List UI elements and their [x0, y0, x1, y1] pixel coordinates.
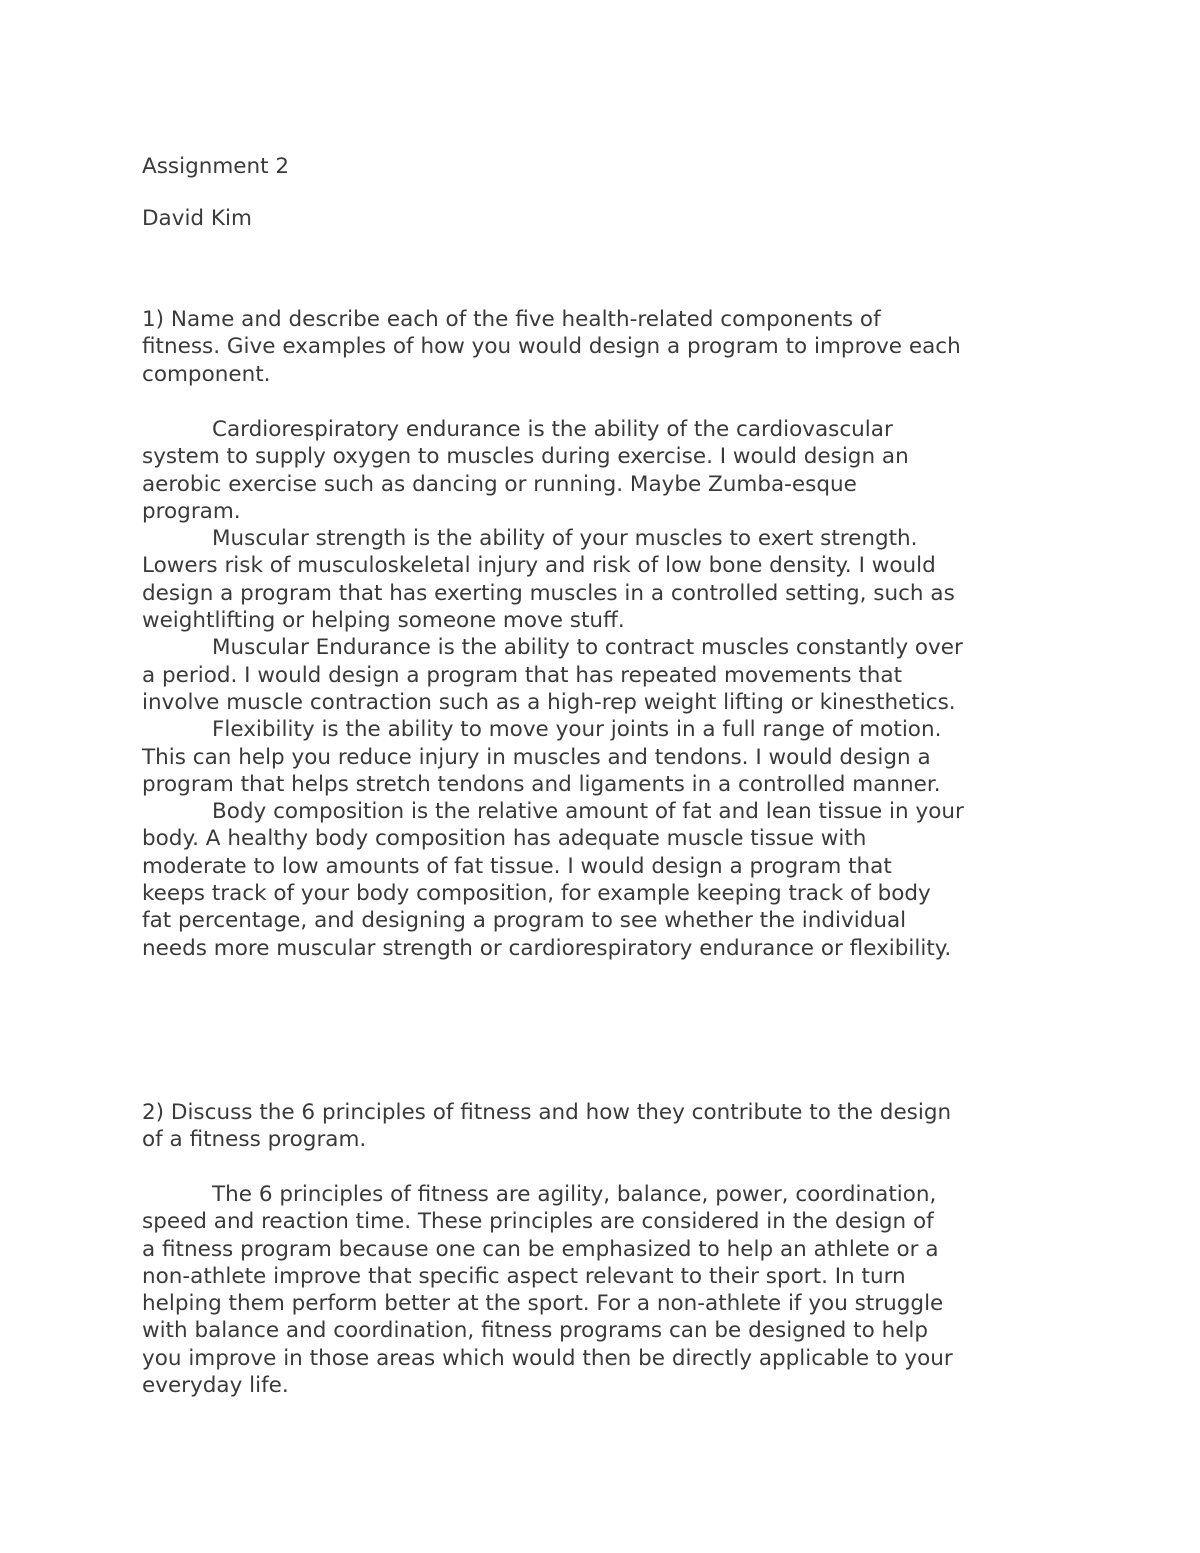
answer-paragraph-principles — [142, 1181, 1072, 1399]
question-1-prompt — [142, 306, 1072, 388]
answer-line: design a program that has exerting muscles in a controlled setting, such as — [142, 580, 955, 606]
author-name: David Kim — [142, 206, 252, 231]
answer-line: fat percentage, and designing a program to see whether the individual — [142, 908, 907, 934]
question-2-answer — [142, 1181, 1072, 1399]
answer-line: non-athlete improve that specific aspect relevant to their sport. In turn — [142, 1263, 906, 1289]
answer-line: keeps track of your body composition, for example keeping track of body — [142, 881, 931, 907]
document-title: Assignment 2 — [142, 154, 290, 179]
answer-paragraph-body-composition — [142, 798, 1072, 962]
answer-line: Body composition is the relative amount of fat and lean tissue in your — [212, 799, 964, 825]
question-1-prompt-line: 1) Name and describe each of the five health-related components of — [142, 307, 881, 332]
answer-line: Muscular strength is the ability of your muscles to exert strength. — [212, 526, 918, 552]
answer-line: Flexibility is the ability to move your joints in a full range of motion. — [212, 717, 942, 743]
answer-paragraph-flexibility — [142, 716, 1072, 798]
answer-line: a fitness program because one can be emphasized to help an athlete or a — [142, 1236, 939, 1262]
question-1-answer — [142, 416, 1072, 962]
answer-line: program. — [142, 498, 241, 524]
answer-line: needs more muscular strength or cardiorespiratory endurance or flexibility. — [142, 935, 952, 961]
answer-line: helping them perform better at the sport. For a non-athlete if you struggle — [142, 1291, 944, 1317]
answer-paragraph-cardiorespiratory — [142, 416, 1072, 525]
answer-line: system to supply oxygen to muscles during exercise. I would design an — [142, 444, 909, 470]
answer-line: The 6 principles of fitness are agility, balance, power, coordination, — [212, 1182, 937, 1207]
question-2-prompt — [142, 1099, 1072, 1154]
answer-line: moderate to low amounts of fat tissue. I would design a program that — [142, 853, 892, 879]
answer-line: body. A healthy body composition has adequate muscle tissue with — [142, 826, 867, 852]
answer-line: a period. I would design a program that has repeated movements that — [142, 662, 903, 688]
answer-line: Lowers risk of musculoskeletal injury and risk of low bone density. I would — [142, 553, 936, 579]
question-1-prompt-line: fitness. Give examples of how you would design a program to improve each — [142, 334, 961, 360]
answer-line: Muscular Endurance is the ability to contract muscles constantly over — [212, 635, 963, 661]
answer-paragraph-muscular-endurance — [142, 634, 1072, 716]
answer-line: speed and reaction time. These principles are considered in the design of — [142, 1209, 934, 1235]
answer-line: program that helps stretch tendons and ligaments in a controlled manner. — [142, 771, 941, 797]
question-1-prompt-line: component. — [142, 361, 271, 387]
answer-line: aerobic exercise such as dancing or running. Maybe Zumba-esque — [142, 471, 857, 497]
answer-line: This can help you reduce injury in muscles and tendons. I would design a — [142, 744, 931, 770]
answer-line: with balance and coordination, fitness programs can be designed to help — [142, 1318, 929, 1344]
question-2-prompt-line: 2) Discuss the 6 principles of fitness and how they contribute to the design — [142, 1100, 952, 1125]
answer-line: weightlifting or helping someone move stuff. — [142, 608, 625, 634]
answer-line: everyday life. — [142, 1373, 289, 1399]
answer-line: involve muscle contraction such as a high-rep weight lifting or kinesthetics. — [142, 689, 956, 715]
question-2-prompt-line: of a fitness program. — [142, 1127, 367, 1153]
answer-line: Cardiorespiratory endurance is the ability of the cardiovascular — [212, 417, 893, 442]
answer-line: you improve in those areas which would then be directly applicable to your — [142, 1345, 953, 1371]
answer-paragraph-muscular-strength — [142, 525, 1072, 634]
